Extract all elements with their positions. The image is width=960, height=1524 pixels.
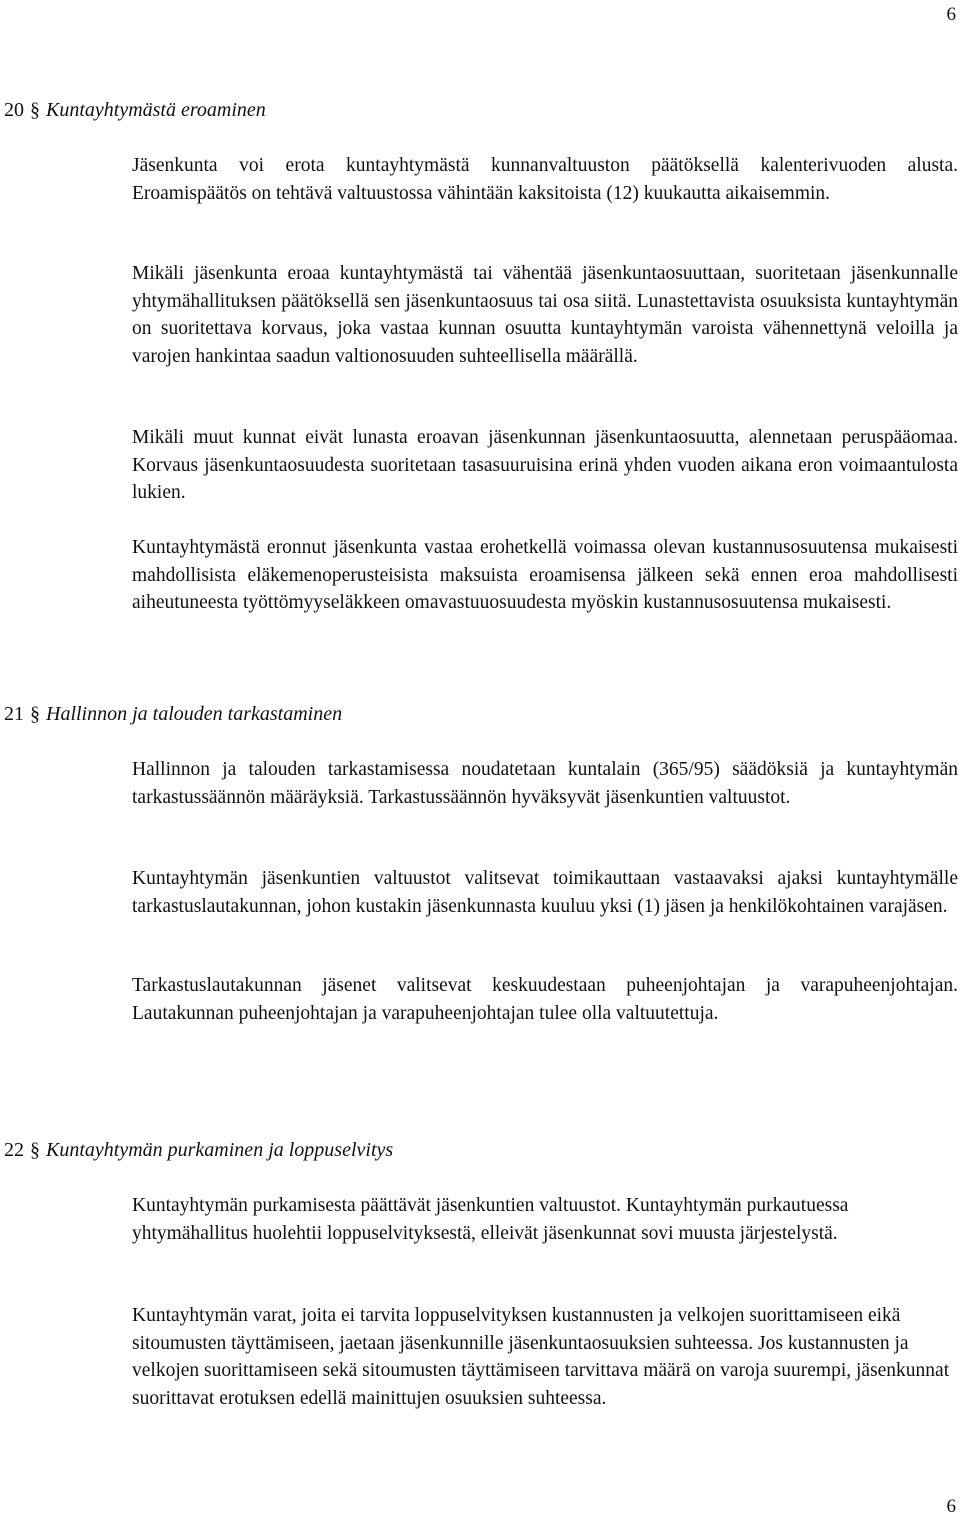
section-symbol: § <box>30 1139 40 1161</box>
section-21-paragraph-3: Tarkastuslautakunnan jäsenet valitsevat keskuudestaan puheenjohtajan ja varapuheenjohtajan. Lautakunnan puheenjohtajan ja varapuheenjohtajan tulee olla valtuutettuja. <box>132 975 958 1024</box>
section-heading-22 <box>4 1138 393 1162</box>
section-22-paragraph-1: Kuntayhtymän purkamisesta päättävät jäsenkuntien valtuustot. Kuntayhtymän purkautuessa yhtymähallitus huolehtii loppuselvityksestä, elleivät jäsenkunnat sovi muusta järjestelystä. <box>132 1195 849 1244</box>
section-20-paragraph-3: Mikäli muut kunnat eivät lunasta eroavan jäsenkunnan jäsenkuntaosuutta, alennetaan peruspääomaa. Korvaus jäsenkuntaosuudesta suoritetaan tasasuuruisina erinä yhden vuoden aikana eron voimaantulosta lukien. <box>132 427 958 503</box>
section-22-paragraph-2: Kuntayhtymän varat, joita ei tarvita loppuselvityksen kustannusten ja velkojen suorittamiseen eikä sitoumusten täyttämiseen, jaetaan jäsenkunnille jäsenkuntaosuuksien suhteessa. Jos kustannusten ja velkojen suorittamiseen sekä sitoumusten täyttämiseen tarvittava määrä on varoja suurempi, jäsenkunnat suorittavat erotuksen edellä mainittujen osuuksien suhteessa. <box>132 1305 950 1409</box>
section-20-paragraph-1: Jäsenkunta voi erota kuntayhtymästä kunnanvaltuuston päätöksellä kalenterivuoden alusta. Eroamispäätös on tehtävä valtuustossa vähintään kaksitoista (12) kuukautta aikaisemmin. <box>132 155 958 204</box>
page-number-bottom: 6 <box>946 1496 956 1517</box>
section-20-paragraph-4: Kuntayhtymästä eronnut jäsenkunta vastaa erohetkellä voimassa olevan kustannusosuutensa mukaisesti mahdollisista eläkemenoperusteisista maksuista eroamisensa jälkeen sekä ennen eroa mahdollisesti aiheutuneesta työttömyyseläkkeen omavastuuosuudesta myöskin kustannusosuutensa mukaisesti. <box>132 537 958 613</box>
section-21-paragraph-1: Hallinnon ja talouden tarkastamisessa noudatetaan kuntalain (365/95) säädöksiä ja kuntayhtymän tarkastussäännön määräyksiä. Tarkastussäännön hyväksyvät jäsenkuntien valtuustot. <box>132 759 958 808</box>
section-heading-21 <box>4 702 342 726</box>
section-title: Kuntayhtymästä eroaminen <box>46 99 266 121</box>
page-number-top: 6 <box>946 4 956 25</box>
section-20-paragraph-2: Mikäli jäsenkunta eroaa kuntayhtymästä tai vähentää jäsenkuntaosuuttaan, suoritetaan jäsenkunnalle yhtymähallituksen päätöksellä sen jäsenkuntaosuus tai osa siitä. Lunastettavista osuuksista kuntayhtymän on suoritettava korvaus, joka vastaa kunnan osuutta kuntayhtymän varoista vähennettynä veloilla ja varojen hankintaa saadun valtionosuuden suhteellisella määrällä. <box>132 263 958 367</box>
section-title: Hallinnon ja talouden tarkastaminen <box>46 703 343 725</box>
section-number: 22 <box>4 1139 24 1161</box>
section-21-paragraph-2: Kuntayhtymän jäsenkuntien valtuustot valitsevat toimikauttaan vastaavaksi ajaksi kuntayhtymälle tarkastuslautakunnan, johon kustakin jäsenkunnasta kuuluu yksi (1) jäsen ja henkilökohtainen varajäsen. <box>132 868 958 917</box>
section-heading-20 <box>4 98 266 122</box>
section-number: 20 <box>4 99 24 121</box>
section-symbol: § <box>30 703 40 725</box>
section-title: Kuntayhtymän purkaminen ja loppuselvitys <box>46 1139 394 1161</box>
section-number: 21 <box>4 703 24 725</box>
section-symbol: § <box>30 99 40 121</box>
